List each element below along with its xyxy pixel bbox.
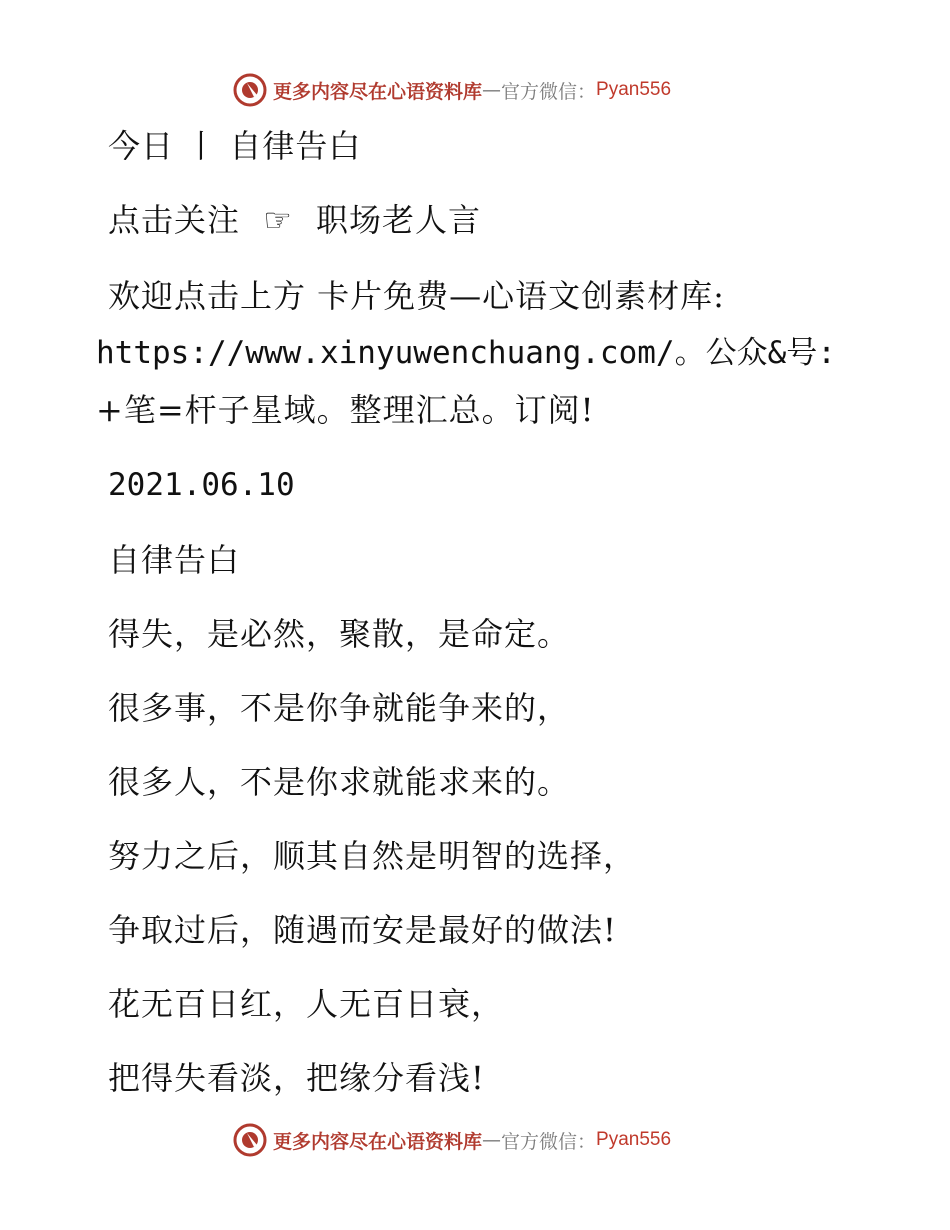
- subscribe-line: +笔=杆子星域。整理汇总。订阅!: [96, 391, 595, 429]
- banner-wechat-label: 官方微信：: [501, 80, 597, 103]
- paragraph-line-5: 争取过后，随遇而安是最好的做法!: [108, 911, 617, 949]
- paragraph-line-4: 努力之后，顺其自然是明智的选择，: [108, 837, 637, 875]
- brand-logo-icon: [233, 73, 267, 107]
- banner-separator: —: [482, 1129, 502, 1151]
- section-heading: 自律告白: [108, 541, 241, 579]
- paragraph-line-1: 得失，是必然，聚散，是命定。: [108, 615, 571, 653]
- paragraph-line-6: 花无百日红，人无百日衰，: [108, 985, 505, 1023]
- date-line: 2021.06.10: [108, 467, 295, 503]
- follow-line: [108, 200, 481, 240]
- follow-suffix: 职场老人言: [316, 201, 482, 239]
- paragraph-line-2: 很多事，不是你争就能争来的，: [108, 689, 571, 727]
- banner-main-text: 更多内容尽在心语资料库: [273, 80, 483, 103]
- banner-main-text: 更多内容尽在心语资料库: [273, 1130, 483, 1153]
- banner-separator: —: [482, 79, 502, 101]
- paragraph-line-7: 把得失看淡，把缘分看浅!: [108, 1059, 485, 1097]
- url-line: https://www.xinyuwenchuang.com/。公众&号:: [96, 335, 836, 371]
- paragraph-line-3: 很多人，不是你求就能求来的。: [108, 763, 571, 801]
- follow-prefix: 点击关注: [108, 201, 241, 239]
- pointing-hand-icon: ☞: [263, 201, 293, 239]
- footer-watermark-banner: [233, 1122, 671, 1158]
- title-line: 今日 丨 自律告白: [108, 127, 362, 165]
- banner-wechat-label: 官方微信：: [501, 1130, 597, 1153]
- header-watermark-banner: [233, 72, 671, 108]
- banner-wechat-id: Pyan556: [596, 79, 672, 100]
- brand-logo-icon: [233, 1123, 267, 1157]
- banner-wechat-id: Pyan556: [596, 1129, 672, 1150]
- welcome-line: 欢迎点击上方 卡片免费—心语文创素材库:: [108, 277, 725, 315]
